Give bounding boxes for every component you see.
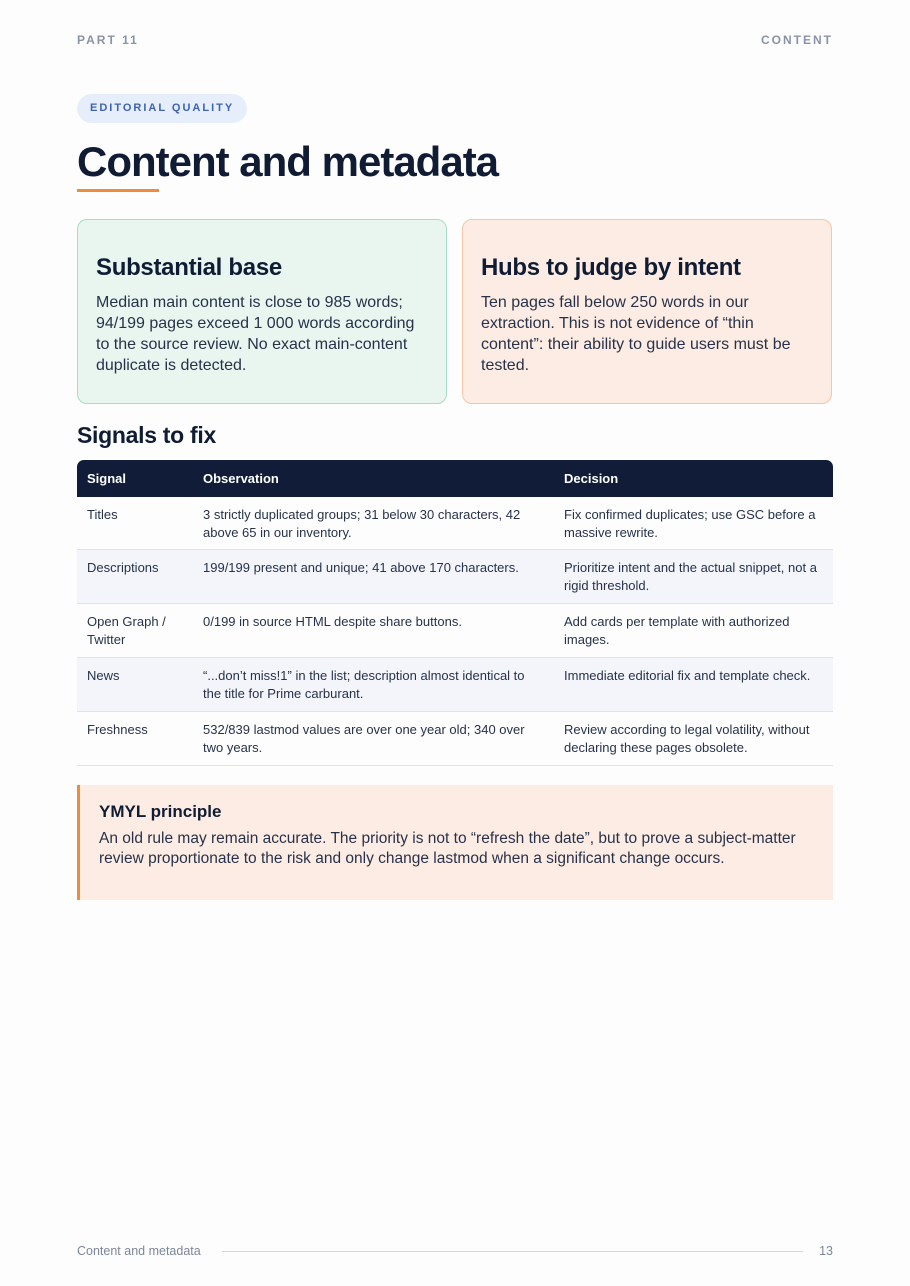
table-header <box>77 460 833 497</box>
signals-table <box>77 460 833 766</box>
header-signal: Signal <box>87 471 127 486</box>
cell-observation: “...don’t miss!1” in the list; description almost identical to the title for Prime carburant. <box>203 668 525 701</box>
footer-divider <box>222 1251 803 1252</box>
cell-observation: 3 strictly duplicated groups; 31 below 30 characters, 42 above 65 in our inventory. <box>203 507 521 540</box>
cell-observation: 199/199 present and unique; 41 above 170 characters. <box>203 560 519 575</box>
card-heading: Substantial base <box>96 254 282 281</box>
eyebrow-badge: EDITORIAL QUALITY <box>77 94 247 123</box>
card-body: Ten pages fall below 250 words in our extraction. This is not evidence of “thin content”: their ability to guide users must be tested. <box>481 294 791 374</box>
cell-decision: Immediate editorial fix and template check. <box>564 668 811 683</box>
page-number: 13 <box>819 1244 833 1258</box>
table-row <box>77 712 833 766</box>
running-head-section: CONTENT <box>761 33 833 47</box>
cell-decision: Add cards per template with authorized images. <box>564 614 790 647</box>
callout-ymyl <box>77 785 833 900</box>
cell-signal: Descriptions <box>87 560 159 575</box>
card-heading: Hubs to judge by intent <box>481 254 741 281</box>
card-substantial-base <box>77 219 447 404</box>
title-underline <box>77 189 159 192</box>
header-decision: Decision <box>564 471 619 486</box>
cell-signal: Open Graph / Twitter <box>87 614 166 647</box>
table-row <box>77 550 833 604</box>
table-row <box>77 497 833 550</box>
cell-decision: Prioritize intent and the actual snippet, not a rigid threshold. <box>564 560 817 593</box>
header-observation: Observation <box>203 471 279 486</box>
cell-observation: 532/839 lastmod values are over one year old; 340 over two years. <box>203 722 525 755</box>
cell-signal: Freshness <box>87 722 148 737</box>
footer-label: Content and metadata <box>77 1244 201 1258</box>
table-row <box>77 604 833 658</box>
cell-observation: 0/199 in source HTML despite share buttons. <box>203 614 462 629</box>
running-head-part: PART 11 <box>77 33 139 47</box>
section-title: Signals to fix <box>77 422 216 448</box>
table-row <box>77 658 833 712</box>
cell-decision: Fix confirmed duplicates; use GSC before a massive rewrite. <box>564 507 816 540</box>
card-hubs-intent <box>462 219 832 404</box>
cell-signal: News <box>87 668 120 683</box>
cell-decision: Review according to legal volatility, without declaring these pages obsolete. <box>564 722 810 755</box>
page-title: Content and metadata <box>77 138 499 185</box>
callout-heading: YMYL principle <box>99 802 222 821</box>
cell-signal: Titles <box>87 507 118 522</box>
card-body: Median main content is close to 985 words; 94/199 pages exceed 1 000 words according to the source review. No exact main-content duplicate is detected. <box>96 294 415 374</box>
callout-body: An old rule may remain accurate. The priority is not to “refresh the date”, but to prove a subject-matter review proportionate to the risk and only change lastmod when a significant change occurs. <box>99 830 796 867</box>
